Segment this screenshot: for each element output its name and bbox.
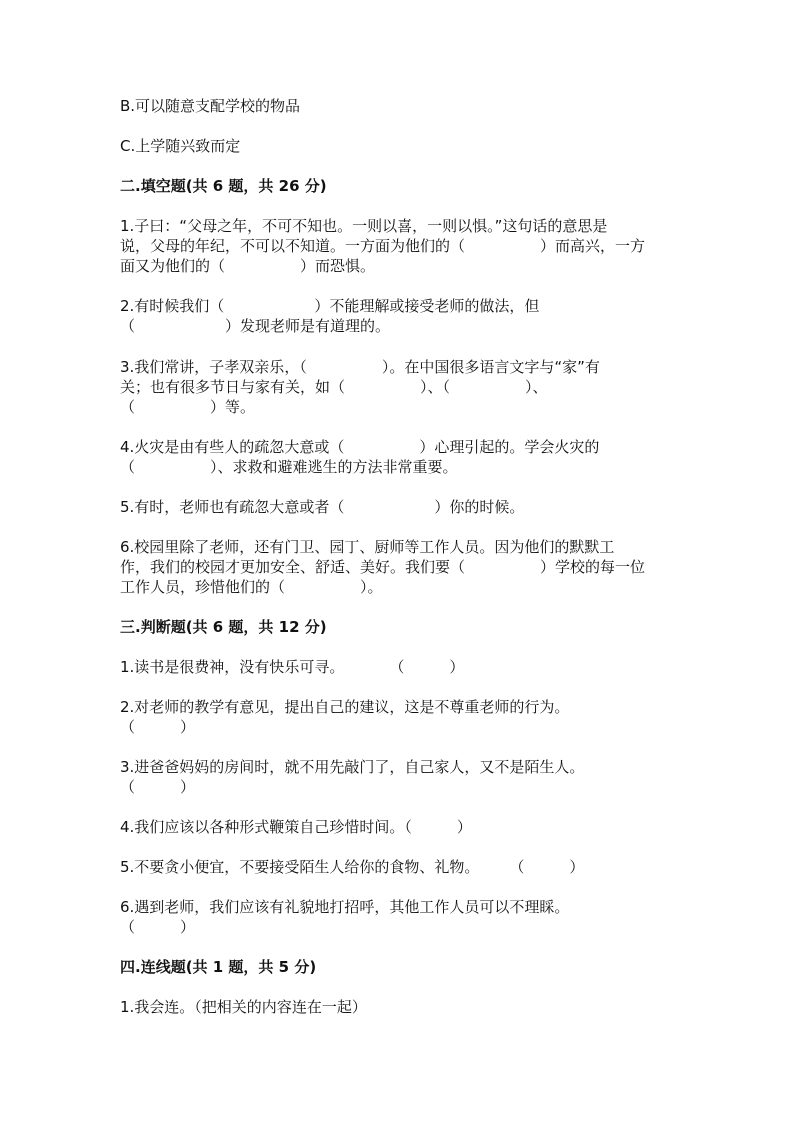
judge-q3-line-2: （ ）: [120, 778, 196, 796]
fill-q5-line-1: 5.有时，老师也有疏忽大意或者（ ）你的时候。: [120, 498, 525, 516]
option-c: C.上学随兴致而定: [120, 137, 241, 155]
option-b: B.可以随意支配学校的物品: [120, 97, 301, 115]
section-3-heading: 三.判断题(共 6 题，共 12 分): [120, 618, 327, 636]
judge-q6-line-1: 6.遇到老师，我们应该有礼貌地打招呼，其他工作人员可以不理睬。: [120, 898, 570, 916]
fill-q6-line-1: 6.校园里除了老师，还有门卫、园丁、厨师等工作人员。因为他们的默默工: [120, 538, 615, 556]
fill-q2-line-2: （ ）发现老师是有道理的。: [120, 317, 391, 335]
fill-q1-line-3: 面又为他们的（ ）而恐惧。: [120, 257, 376, 275]
fill-q1-line-1: 1.子曰：“父母之年，不可不知也。一则以喜，一则以惧。”这句话的意思是: [120, 217, 608, 235]
judge-q2-line-1: 2.对老师的教学有意见，提出自己的建议，这是不尊重老师的行为。: [120, 698, 570, 716]
section-2-heading: 二.填空题(共 6 题，共 26 分): [120, 177, 327, 195]
match-q1-line-1: 1.我会连。（把相关的内容连在一起）: [120, 998, 367, 1016]
judge-q5-line-1: 5.不要贪小便宜，不要接受陌生人给你的食物、礼物。 （ ）: [120, 858, 585, 876]
fill-q6-line-2: 作，我们的校园才更加安全、舒适、美好。我们要（ ）学校的每一位: [120, 558, 646, 576]
fill-q1-line-2: 说，父母的年纪，不可以不知道。一方面为他们的（ ）而高兴，一方: [120, 237, 646, 255]
judge-q2-line-2: （ ）: [120, 718, 196, 736]
fill-q3-line-2: 关；也有很多节日与家有关，如（ ）、（ ）、: [120, 378, 548, 396]
judge-q1-line-1: 1.读书是很费神，没有快乐可寻。 （ ）: [120, 658, 465, 676]
judge-q3-line-1: 3.进爸爸妈妈的房间时，就不用先敲门了，自己家人，又不是陌生人。: [120, 758, 585, 776]
fill-q6-line-3: 工作人员，珍惜他们的（ ）。: [120, 578, 383, 596]
section-4-heading: 四.连线题(共 1 题，共 5 分): [120, 958, 317, 976]
judge-q4-line-1: 4.我们应该以各种形式鞭策自己珍惜时间。（ ）: [120, 818, 472, 836]
fill-q3-line-3: （ ）等。: [120, 398, 256, 416]
fill-q4-line-1: 4.火灾是由有些人的疏忽大意或（ ）心理引起的。学会火灾的: [120, 438, 600, 456]
fill-q2-line-1: 2.有时候我们（ ）不能理解或接受老师的做法，但: [120, 297, 540, 315]
judge-q6-line-2: （ ）: [120, 918, 196, 936]
fill-q3-line-1: 3.我们常讲，子孝双亲乐，（ ）。在中国很多语言文字与“家”有: [120, 358, 600, 376]
fill-q4-line-2: （ ）、求救和避难逃生的方法非常重要。: [120, 458, 458, 476]
